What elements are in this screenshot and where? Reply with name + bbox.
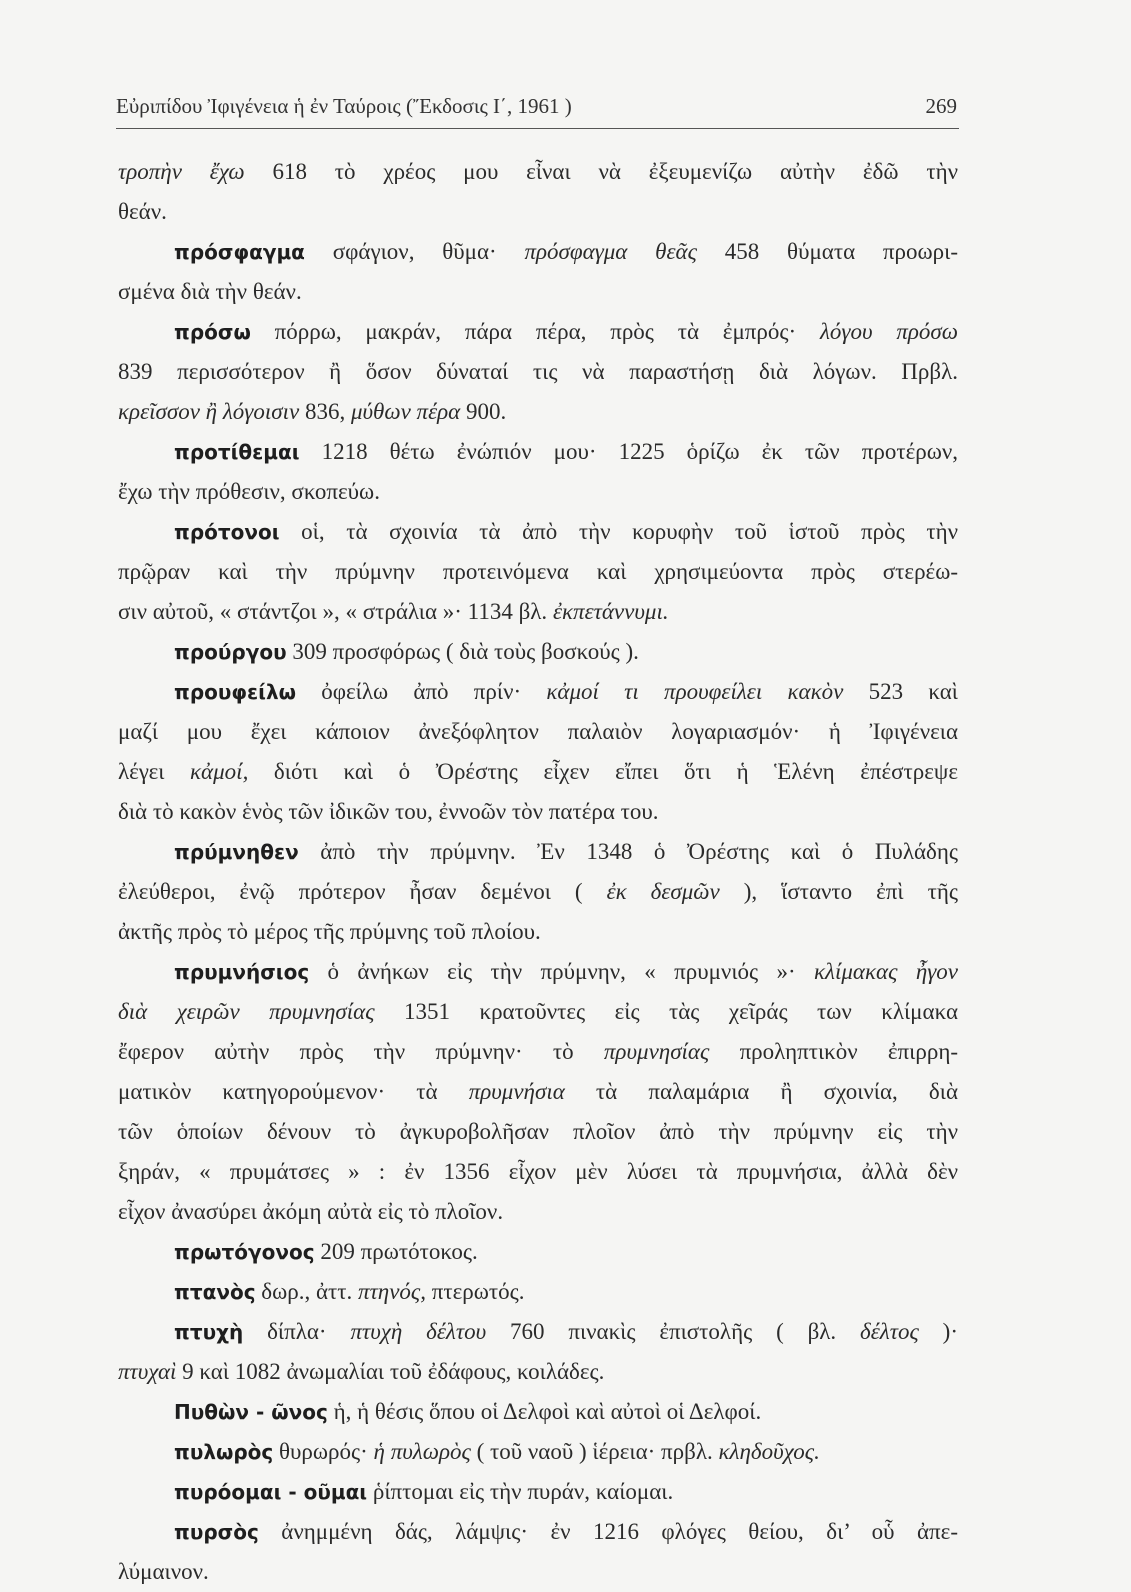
text-run: πόρρω, μακράν, πάρα πέρα, πρὸς τὰ ἐμπρός·: [250, 319, 820, 344]
headword: πρωτόγονος: [174, 1240, 315, 1264]
text-line: [118, 1552, 958, 1592]
text-line: [118, 992, 958, 1032]
citation-text: διὰ χειρῶν πρυμνησίας: [118, 999, 375, 1024]
text-run: ἀκτῆς πρὸς τὸ μέρος τῆς πρύμνης τοῦ πλοίου.: [118, 919, 541, 944]
text-run: οἱ, τὰ σχοινία τὰ ἀπὸ τὴν κορυφὴν τοῦ ἱστοῦ πρὸς τὴν: [279, 519, 958, 544]
running-header: [116, 90, 959, 129]
text-run: 900.: [460, 399, 507, 424]
headword: Πυθὼν - ῶνος: [174, 1400, 328, 1424]
citation-text: κἀμοί,: [190, 759, 249, 784]
headword: πτανὸς: [174, 1280, 256, 1304]
citation-text: δέλτος: [860, 1319, 919, 1344]
text-run: 836,: [299, 399, 351, 424]
text-line: [118, 472, 958, 512]
entry-line: [118, 952, 958, 992]
text-run: ), ἵσταντο ἐπὶ τῆς: [719, 879, 958, 904]
text-run: σιν αὐτοῦ, « στάντζοι », « στράλια »· 1134 βλ.: [118, 599, 553, 624]
headword: πρύμνηθεν: [174, 840, 299, 864]
headword: προυφείλω: [174, 680, 296, 704]
text-run: προληπτικὸν ἐπιρρη-: [709, 1039, 958, 1064]
text-run: δίπλα·: [243, 1319, 351, 1344]
text-line: [118, 392, 958, 432]
text-run: 1351 κρατοῦντες εἰς τὰς χεῖράς των κλίμακα: [374, 999, 958, 1024]
text-line: [118, 752, 958, 792]
citation-text: τροπὴν ἔχω: [118, 159, 245, 184]
text-run: διὰ τὸ κακὸν ἑνὸς τῶν ἰδικῶν του, ἐννοῶν τὸν πατέρα του.: [118, 799, 659, 824]
text-run: 209 πρωτότοκος.: [314, 1239, 478, 1264]
headword: πρότονοι: [174, 520, 280, 544]
entry-line: [118, 1432, 958, 1472]
headword: πρόσφαγμα: [174, 240, 305, 264]
entry-line: [118, 432, 958, 472]
text-run: 760 πινακὶς ἐπιστολῆς ( βλ.: [486, 1319, 861, 1344]
citation-text: ἡ πυλωρὸς: [373, 1439, 471, 1464]
entry-line: [118, 232, 958, 272]
text-run: θεάν.: [118, 199, 167, 224]
text-run: 458 θύματα προωρι-: [696, 239, 958, 264]
text-run: ἀπὸ τὴν πρύμνην. Ἐν 1348 ὁ Ὀρέστης καὶ ὁ Πυλάδης: [298, 839, 958, 864]
text-line: [118, 1352, 958, 1392]
text-run: λύμαινον.: [118, 1559, 209, 1584]
text-run: ἀνημμένη δάς, λάμψις· ἐν 1216 φλόγες θείου, δι’ οὗ ἀπε-: [258, 1519, 958, 1544]
text-run: 618 τὸ χρέος μου εἶναι νὰ ἐξευμενίζω αὐτὴν ἐδῶ τὴν: [244, 159, 958, 184]
citation-text: λόγου πρόσω: [819, 319, 958, 344]
text-line: [118, 792, 958, 832]
citation-text: κἀμοί τι προυφείλει κακὸν: [546, 679, 844, 704]
citation-text: πρόσφαγμα θεᾶς: [524, 239, 697, 264]
entry-line: [118, 672, 958, 712]
headword: πτυχὴ: [174, 1320, 244, 1344]
text-run: ξηράν, « πρυμάτσες » : ἐν 1356 εἶχον μὲν λύσει τὰ πρυμνήσια, ἀλλὰ δὲν: [118, 1159, 958, 1184]
citation-text: πτυχαὶ: [118, 1359, 177, 1384]
text-run: τὰ παλαμάρια ἢ σχοινία, διὰ: [564, 1079, 958, 1104]
text-run: δωρ., ἀττ.: [255, 1279, 359, 1304]
text-run: ῥίπτομαι εἰς τὴν πυράν, καίομαι.: [367, 1479, 674, 1504]
text-line: [118, 912, 958, 952]
text-run: ἔφερον αὐτὴν πρὸς τὴν πρύμνην· τὸ: [118, 1039, 604, 1064]
text-run: λέγει: [118, 759, 191, 784]
entry-line: [118, 1392, 958, 1432]
citation-text: πρυμνήσια: [468, 1079, 565, 1104]
citation-text: κλίμακας ἦγον: [814, 959, 958, 984]
text-run: ὁ ἀνήκων εἰς τὴν πρύμνην, « πρυμνιός »·: [309, 959, 814, 984]
text-run: πρῷραν καὶ τὴν πρύμνην προτεινόμενα καὶ χρησιμεύοντα πρὸς στερέω-: [118, 559, 958, 584]
headword: προτίθεμαι: [174, 440, 300, 464]
text-run: ὀφείλω ἀπὸ πρίν·: [296, 679, 547, 704]
headword: πρυμνήσιος: [174, 960, 310, 984]
text-line: [118, 712, 958, 752]
entry-line: [118, 632, 958, 672]
text-run: εἶχον ἀνασύρει ἀκόμη αὐτὰ εἰς τὸ πλοῖον.: [118, 1199, 504, 1224]
text-run: θυρωρός·: [273, 1439, 374, 1464]
text-line: [118, 1152, 958, 1192]
citation-text: ἐκ δεσμῶν: [606, 879, 720, 904]
entry-line: [118, 312, 958, 352]
text-run: σμένα διὰ τὴν θεάν.: [118, 279, 302, 304]
text-line: [118, 1072, 958, 1112]
headword: προύργου: [174, 640, 287, 664]
text-line: [118, 1032, 958, 1072]
text-run: 309 προσφόρως ( διὰ τοὺς βοσκούς ).: [286, 639, 639, 664]
text-line: [118, 1192, 958, 1232]
text-line: [118, 352, 958, 392]
text-line: [118, 552, 958, 592]
text-run: τῶν ὁποίων δένουν τὸ ἀγκυροβολῆσαν πλοῖον ἀπὸ τὴν πρύμνην εἰς τὴν: [118, 1119, 958, 1144]
citation-text: κρεῖσσον ἢ λόγοισιν: [118, 399, 300, 424]
citation-text: πτυχὴ δέλτου: [350, 1319, 487, 1344]
text-run: )·: [918, 1319, 958, 1344]
text-run: 839 περισσότερον ἢ ὅσον δύναταί τις νὰ παραστήσῃ διὰ λόγων. Πρβλ.: [118, 359, 958, 384]
citation-text: μύθων πέρα: [350, 399, 461, 424]
entry-line: [118, 512, 958, 552]
citation-text: πτηνός,: [358, 1279, 427, 1304]
text-run: 9 καὶ 1082 ἀνωμαλίαι τοῦ ἐδάφους, κοιλάδες.: [176, 1359, 605, 1384]
text-line: [118, 592, 958, 632]
text-run: διότι καὶ ὁ Ὀρέστης εἶχεν εἴπει ὅτι ἡ Ἑλένη ἐπέστρεψε: [248, 759, 958, 784]
text-run: ἔχω τὴν πρόθεσιν, σκοπεύω.: [118, 479, 380, 504]
text-run: 1218 θέτω ἐνώπιόν μου· 1225 ὁρίζω ἐκ τῶν προτέρων,: [299, 439, 958, 464]
header-title: Εὐριπίδου Ἰφιγένεια ἡ ἐν Ταύροις (Ἔκδοσις Ι΄, 1961 ): [116, 94, 572, 118]
text-run: ἡ, ἡ θέσις ὅπου οἱ Δελφοὶ καὶ αὐτοὶ οἱ Δελφοί.: [327, 1399, 762, 1424]
entry-line: [118, 1512, 958, 1552]
entry-line: [118, 1232, 958, 1272]
text-line: [118, 872, 958, 912]
text-run: σφάγιον, θῦμα·: [304, 239, 525, 264]
headword: πυρσὸς: [174, 1520, 259, 1544]
citation-text: πρυμνησίας: [603, 1039, 710, 1064]
citation-text: ἐκπετάννυμι.: [552, 599, 669, 624]
text-run: μαζί μου ἔχει κάποιον ἀνεξόφλητον παλαιὸν λογαριασμόν· ἡ Ἰφιγένεια: [118, 719, 958, 744]
text-run: ( τοῦ ναοῦ ) ἱέρεια· πρβλ.: [470, 1439, 719, 1464]
text-run: ματικὸν κατηγορούμενον· τὰ: [118, 1079, 469, 1104]
text-run: πτερωτός.: [426, 1279, 525, 1304]
text-line: [118, 192, 958, 232]
headword: πυλωρὸς: [174, 1440, 274, 1464]
entry-line: [118, 1312, 958, 1352]
citation-text: κληδοῦχος.: [718, 1439, 820, 1464]
headword: πυρόομαι - οῦμαι: [174, 1480, 368, 1504]
entry-line: [118, 832, 958, 872]
text-line: [118, 152, 958, 192]
text-run: 523 καὶ: [843, 679, 958, 704]
headword: πρόσω: [174, 320, 251, 344]
text-run: ἐλεύθεροι, ἐνῷ πρότερον ἦσαν δεμένοι (: [118, 879, 607, 904]
page-number: 269: [925, 94, 957, 118]
text-line: [118, 1112, 958, 1152]
text-line: [118, 272, 958, 312]
entry-line: [118, 1472, 958, 1512]
entry-line: [118, 1272, 958, 1312]
